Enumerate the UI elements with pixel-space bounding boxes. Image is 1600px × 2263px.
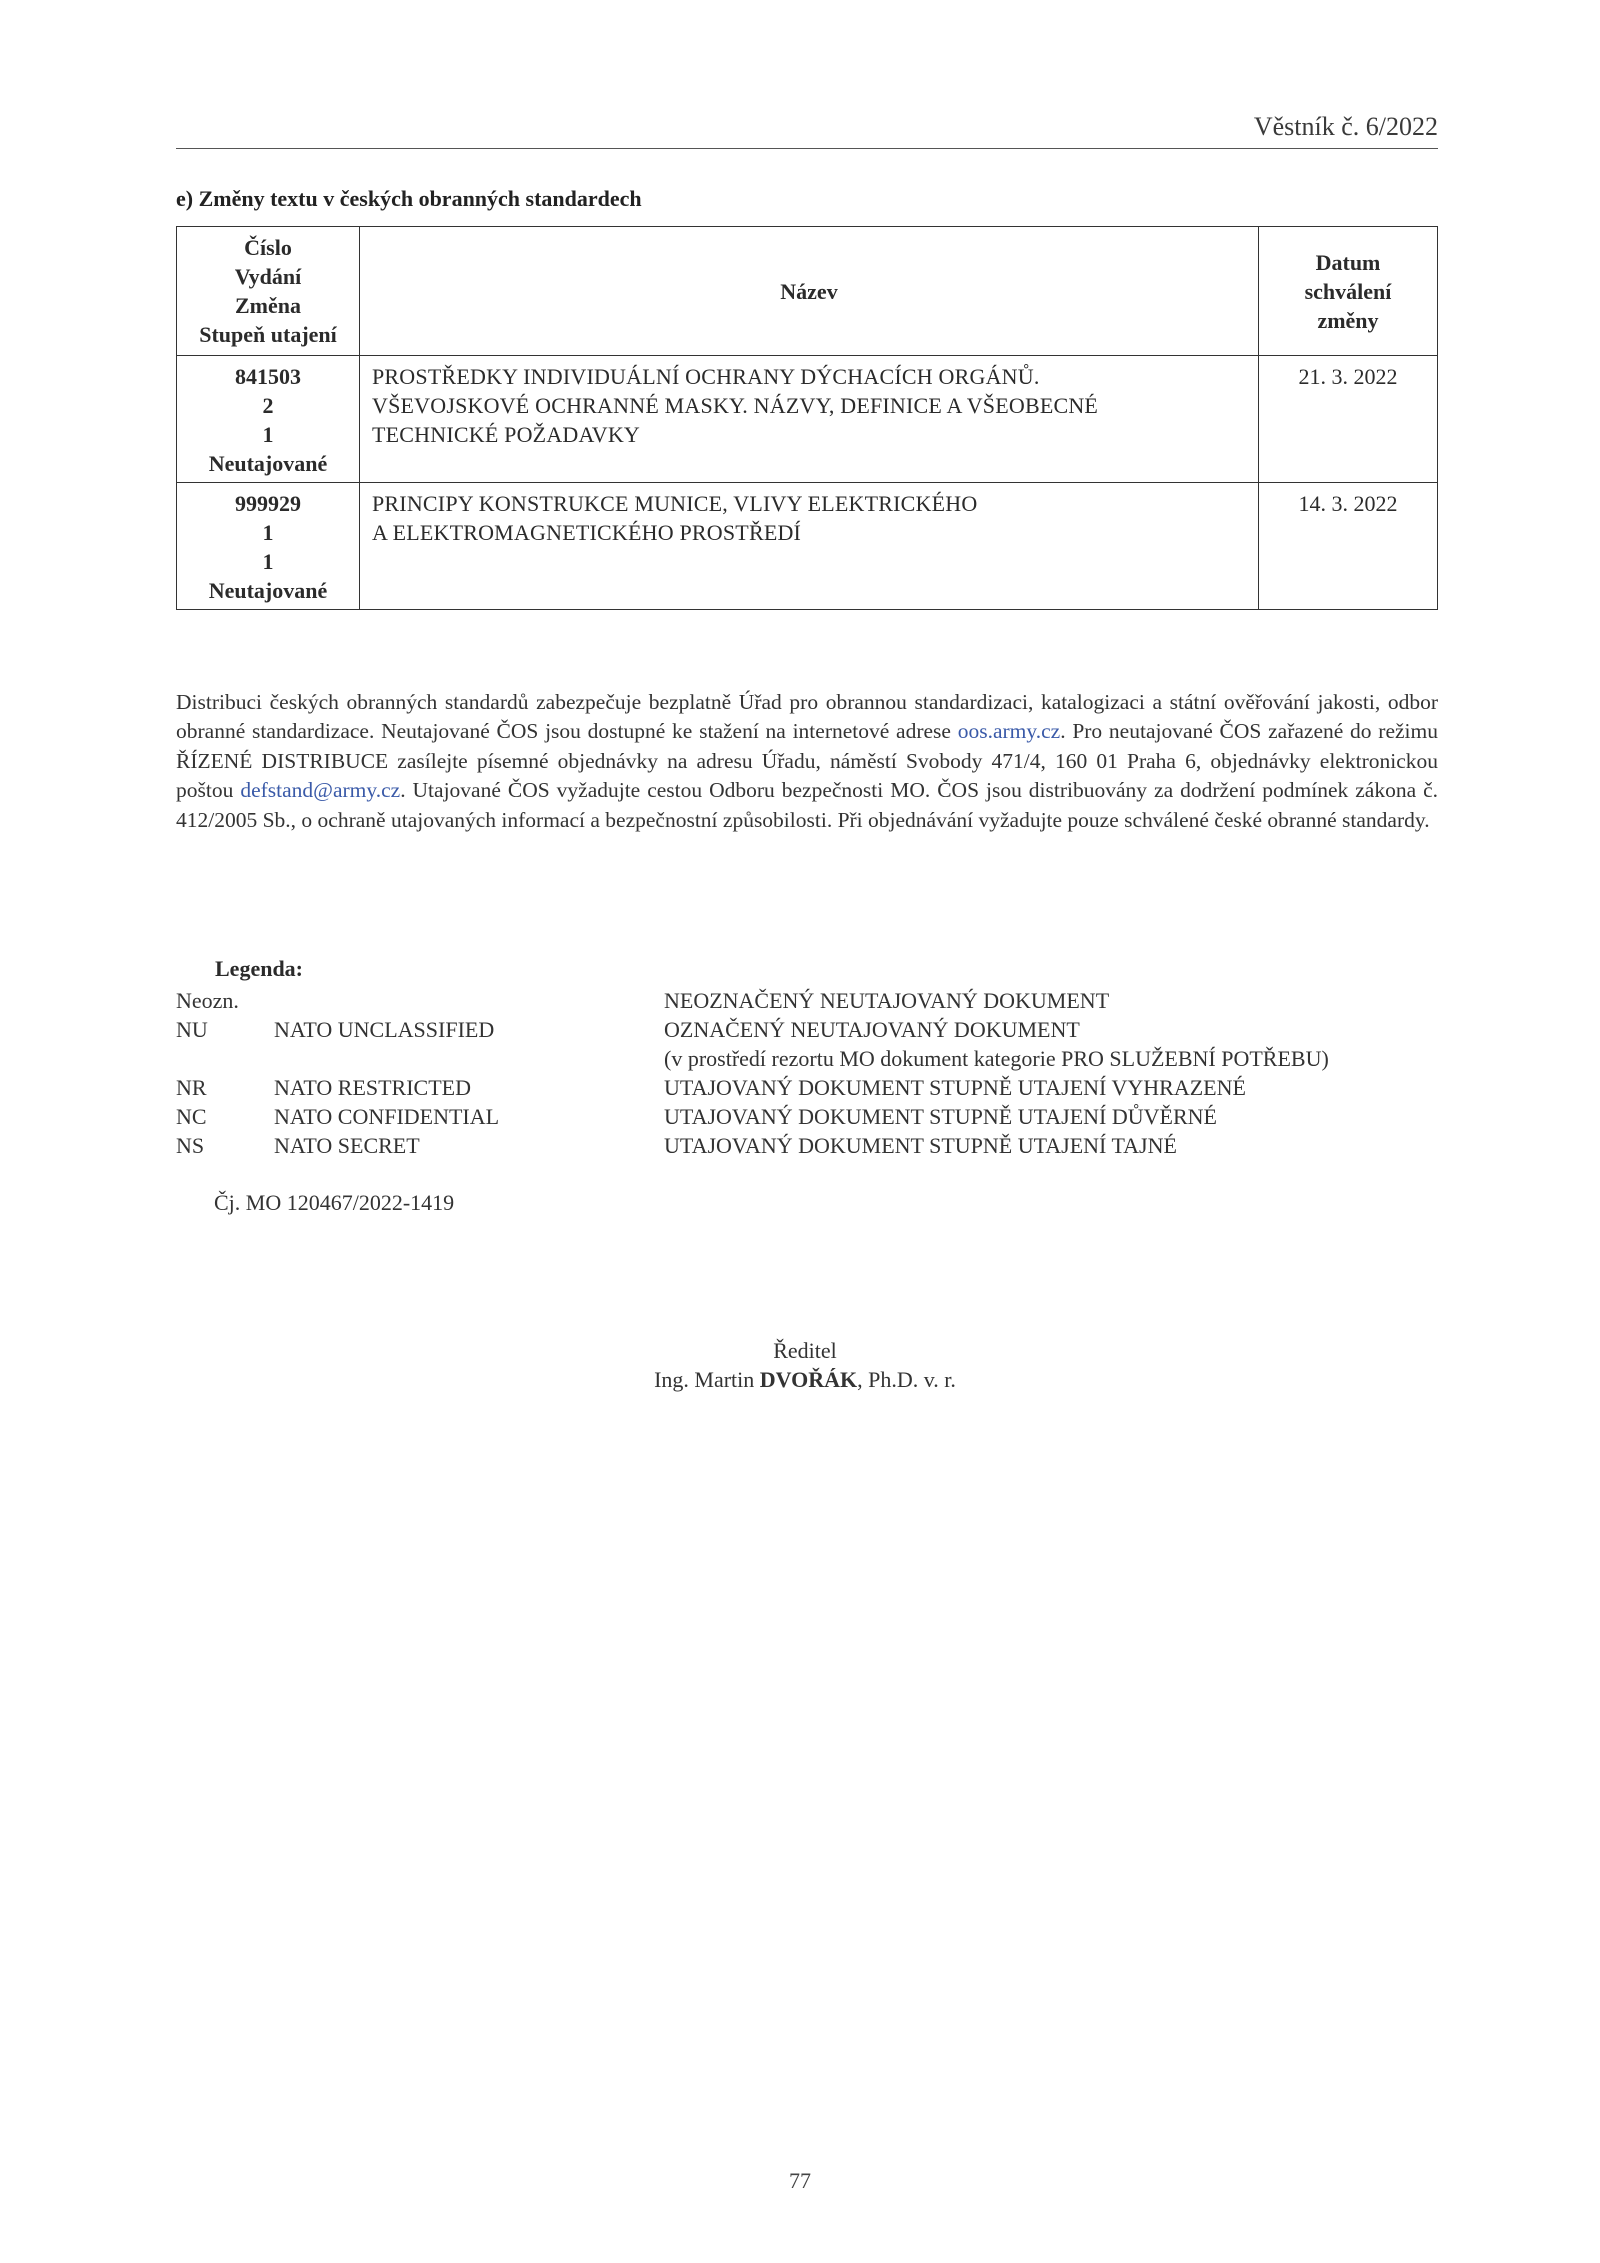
legend-name: NATO CONFIDENTIAL xyxy=(274,1104,500,1129)
legend-title: Legenda: xyxy=(215,956,303,981)
bulletin-issue: Věstník č. 6/2022 xyxy=(1253,112,1438,141)
table-header-row xyxy=(177,227,1438,356)
signature-block xyxy=(560,1336,1050,1394)
header-number-column: Číslo Vydání Změna Stupeň utajení xyxy=(177,227,360,356)
header-title-column: Název xyxy=(360,227,1259,356)
standard-number: 841503 xyxy=(235,364,301,389)
legend-abbreviation: NR xyxy=(176,1075,207,1100)
section-title: e) Změny textu v českých obranných standardech xyxy=(176,186,642,211)
standard-edition: 2 xyxy=(262,393,274,418)
legend-abbreviation: Neozn. xyxy=(176,988,239,1013)
standard-title: PRINCIPY KONSTRUKCE MUNICE, VLIVY ELEKTRICKÉHO A ELEKTROMAGNETICKÉHO PROSTŘEDÍ xyxy=(360,483,1259,610)
header-date-column: Datum schválení změny xyxy=(1259,227,1438,356)
legend-description: UTAJOVANÝ DOKUMENT STUPNĚ UTAJENÍ VYHRAZENÉ xyxy=(664,1075,1246,1100)
page-number: 77 xyxy=(789,2168,811,2193)
legend-description: (v prostředí rezortu MO dokument kategorie PRO SLUŽEBNÍ POTŘEBU) xyxy=(664,1046,1329,1071)
legend-abbreviation: NU xyxy=(176,1017,208,1042)
page-header xyxy=(176,112,1438,149)
signatory-role: Ředitel xyxy=(773,1338,837,1363)
legend-name: NATO SECRET xyxy=(274,1133,420,1158)
email-link[interactable]: defstand@army.cz xyxy=(240,778,401,803)
standard-identification xyxy=(177,483,360,610)
legend-description: OZNAČENÝ NEUTAJOVANÝ DOKUMENT xyxy=(664,1017,1080,1042)
legend-name: NATO RESTRICTED xyxy=(274,1075,471,1100)
standard-title: PROSTŘEDKY INDIVIDUÁLNÍ OCHRANY DÝCHACÍCH ORGÁNŮ. VŠEVOJSKOVÉ OCHRANNÉ MASKY. NÁZVY, DEFINICE A VŠEOBECNÉ TECHNICKÉ POŽADAVKY xyxy=(360,356,1259,483)
signatory-name: Ing. Martin DVOŘÁK, Ph.D. v. r. xyxy=(654,1367,956,1392)
approval-date: 21. 3. 2022 xyxy=(1259,356,1438,483)
standard-classification: Neutajované xyxy=(208,451,328,476)
legend-description: UTAJOVANÝ DOKUMENT STUPNĚ UTAJENÍ DŮVĚRNÉ xyxy=(664,1104,1217,1129)
legend-description: NEOZNAČENÝ NEUTAJOVANÝ DOKUMENT xyxy=(664,988,1110,1013)
legend-abbreviation: NS xyxy=(176,1133,205,1158)
standards-table xyxy=(176,226,1438,610)
standard-change: 1 xyxy=(262,549,274,574)
legend-name: NATO UNCLASSIFIED xyxy=(274,1017,495,1042)
table-row xyxy=(177,483,1438,610)
standard-number: 999929 xyxy=(235,491,301,516)
standard-identification xyxy=(177,356,360,483)
reference-number: Čj. MO 120467/2022-1419 xyxy=(214,1190,455,1215)
legend-description: UTAJOVANÝ DOKUMENT STUPNĚ UTAJENÍ TAJNÉ xyxy=(664,1133,1177,1158)
approval-date: 14. 3. 2022 xyxy=(1259,483,1438,610)
distribution-paragraph: Distribuci českých obranných standardů zabezpečuje bezplatně Úřad pro obrannou standardizaci, katalogizaci a státní ověřování jakosti, odbor obranné standardizace. Neutajované ČOS jsou dostupné ke stažení na internetové adrese oos.army.cz. Pro neutajované ČOS zařazené do režimu ŘÍZENÉ DISTRIBUCE zasílejte písemné objednávky na adresu Úřadu, náměstí Svobody 471/4, 160 01 Praha 6, objednávky elektronickou poštou defstand@army.cz. Utajované ČOS vyžadujte cestou Odboru bezpečnosti MO. ČOS jsou distribuovány za dodržení podmínek zákona č. 412/2005 Sb., o ochraně utajovaných informací a bezpečnostní způsobilosti. Při objednávání vyžadujte pouze schválené české obranné standardy. xyxy=(176,690,1438,832)
oos-link[interactable]: oos.army.cz xyxy=(957,719,1061,744)
legend-abbreviation: NC xyxy=(176,1104,207,1129)
standard-classification: Neutajované xyxy=(208,578,328,603)
table-row xyxy=(177,356,1438,483)
standard-change: 1 xyxy=(262,422,274,447)
standard-edition: 1 xyxy=(262,520,274,545)
